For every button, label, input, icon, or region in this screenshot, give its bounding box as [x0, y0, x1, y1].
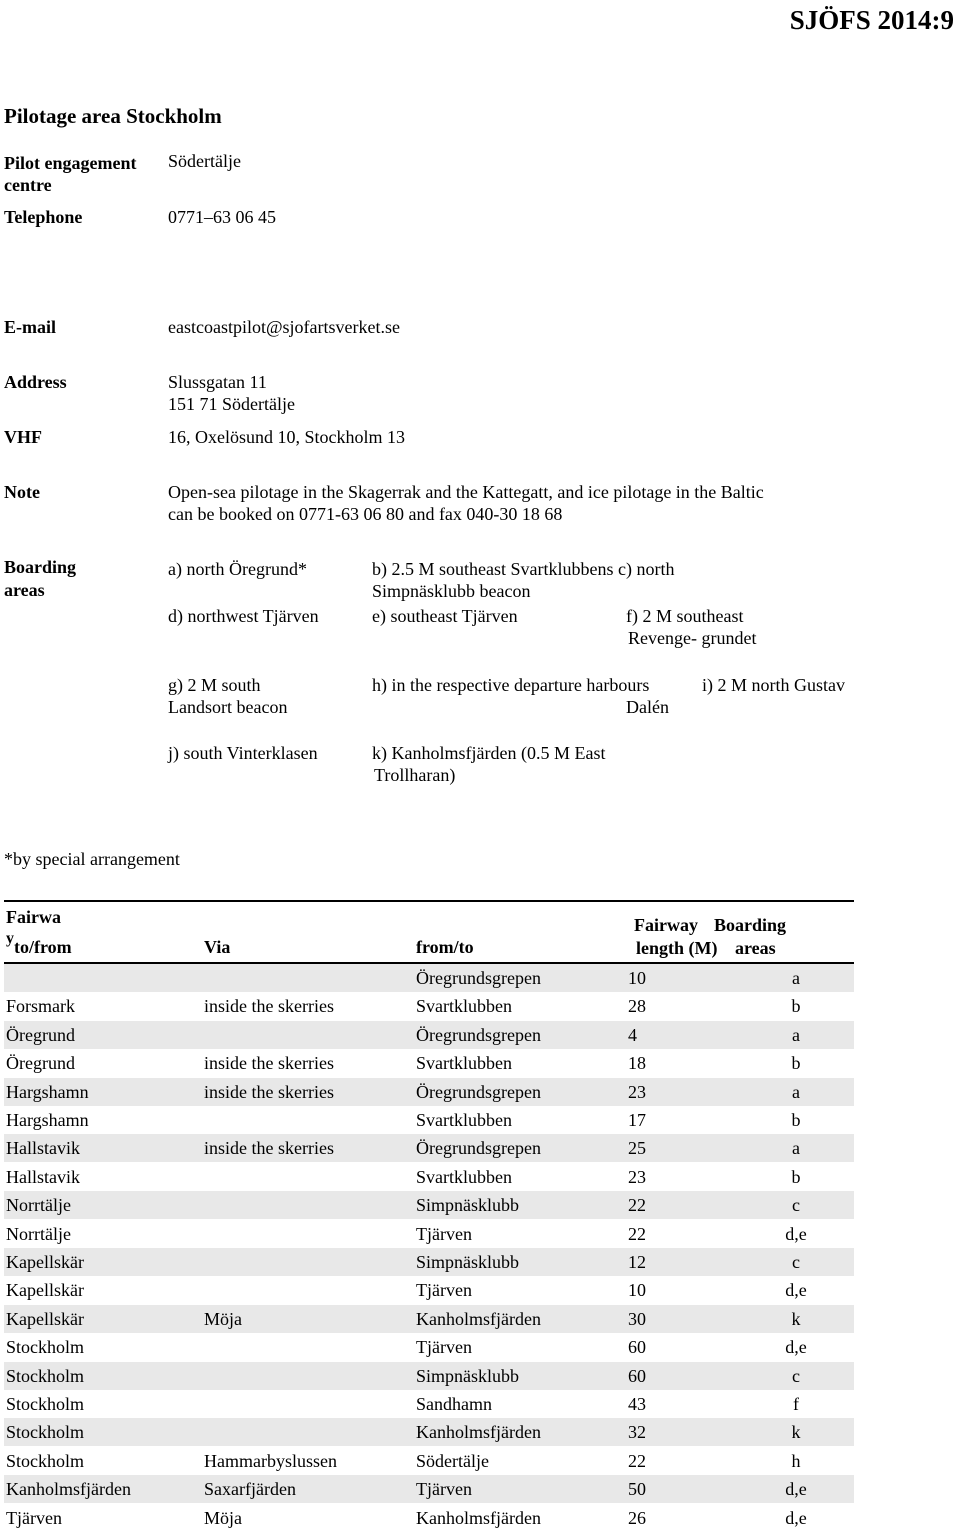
- vhf-label: VHF: [4, 427, 42, 447]
- cell-from: Stockholm: [6, 1450, 85, 1471]
- boarding-area-k-line1: k) Kanholmsfjärden (0.5 M East: [372, 743, 606, 763]
- cell-length: 17: [628, 1110, 646, 1130]
- cell-from: Öregrund: [6, 1024, 75, 1045]
- cell-via: inside the skerries: [204, 1138, 334, 1159]
- cell-from: Forsmark: [6, 996, 75, 1017]
- th-from-line2: y: [6, 930, 14, 947]
- table-row: [4, 1078, 854, 1106]
- cell-to: Tjärven: [416, 1479, 472, 1500]
- boarding-area-h: h) in the respective departure harbours: [372, 675, 650, 695]
- cell-length: 50: [628, 1479, 646, 1500]
- cell-to: Svartklubben: [416, 1166, 512, 1187]
- cell-area: d,e: [785, 1479, 807, 1500]
- cell-length: 22: [628, 1195, 646, 1216]
- cell-to: Tjärven: [416, 1223, 472, 1244]
- cell-to: Öregrundsgrepen: [416, 1024, 541, 1045]
- table-row: [4, 964, 854, 992]
- page-title: Pilotage area Stockholm: [4, 104, 222, 128]
- table-row: [4, 1134, 854, 1162]
- cell-to: Tjärven: [416, 1337, 472, 1358]
- telephone-value: 0771–63 06 45: [168, 207, 276, 227]
- cell-to: Öregrundsgrepen: [416, 968, 541, 988]
- table-top-rule: [4, 900, 854, 902]
- cell-area: a: [792, 968, 800, 988]
- table-row: [4, 1163, 854, 1191]
- pilot-centre-value: Södertälje: [168, 151, 241, 171]
- cell-length: 23: [628, 1081, 646, 1102]
- cell-length: 18: [628, 1053, 646, 1074]
- address-line2: 151 71 Södertälje: [168, 394, 295, 414]
- cell-to: Kanholmsfjärden: [416, 1308, 541, 1329]
- cell-from: Hargshamn: [6, 1081, 89, 1102]
- note-line1: Open-sea pilotage in the Skagerrak and the Kattegatt, and ice pilotage in the Baltic: [168, 482, 764, 502]
- cell-length: 60: [628, 1365, 646, 1386]
- boarding-area-g-line2: Landsort beacon: [168, 697, 288, 717]
- cell-area: k: [791, 1308, 801, 1329]
- cell-via: Hammarbyslussen: [204, 1450, 337, 1471]
- cell-length: 28: [628, 996, 646, 1017]
- cell-area: f: [793, 1394, 799, 1414]
- cell-to: Svartklubben: [416, 1110, 512, 1130]
- boarding-area-j: j) south Vinterklasen: [168, 743, 318, 763]
- cell-area: a: [792, 1081, 800, 1102]
- cell-via: Möja: [204, 1308, 242, 1329]
- boarding-area-g-line1: g) 2 M south: [168, 675, 261, 695]
- table-row: [4, 1191, 854, 1219]
- cell-area: b: [791, 1166, 801, 1187]
- cell-from: Hallstavik: [6, 1138, 80, 1159]
- cell-to: Svartklubben: [416, 996, 512, 1017]
- telephone-label: Telephone: [4, 207, 83, 227]
- cell-length: 60: [628, 1337, 646, 1358]
- boarding-label-line1: Boarding: [4, 557, 77, 577]
- boarding-area-e: e) southeast Tjärven: [372, 606, 518, 626]
- cell-via: inside the skerries: [204, 1053, 334, 1074]
- cell-area: c: [792, 1252, 800, 1272]
- table-row: [4, 1220, 854, 1248]
- table-row: [4, 1475, 854, 1503]
- cell-from: Hargshamn: [6, 1110, 89, 1130]
- cell-length: 22: [628, 1223, 646, 1244]
- cell-area: d,e: [785, 1223, 807, 1244]
- cell-from: Kanholmsfjärden: [6, 1479, 131, 1500]
- cell-to: Sandhamn: [416, 1394, 492, 1414]
- cell-area: h: [791, 1450, 801, 1471]
- table-row: [4, 1106, 854, 1134]
- cell-from: Stockholm: [6, 1394, 85, 1414]
- boarding-label-line2: areas: [4, 580, 45, 600]
- boarding-area-f-line1: f) 2 M southeast: [626, 606, 744, 626]
- email-label: E-mail: [4, 317, 56, 337]
- cell-via: inside the skerries: [204, 996, 334, 1017]
- boarding-area-d: d) northwest Tjärven: [168, 606, 319, 626]
- cell-from: Tjärven: [6, 1507, 62, 1528]
- cell-to: Tjärven: [416, 1280, 472, 1301]
- cell-from: Norrtälje: [6, 1223, 71, 1244]
- cell-length: 23: [628, 1166, 646, 1187]
- cell-from: Kapellskär: [6, 1280, 84, 1301]
- pilot-centre-label: [4, 152, 164, 196]
- cell-area: d,e: [785, 1280, 807, 1301]
- cell-area: k: [791, 1422, 801, 1443]
- boarding-area-i-line1: i) 2 M north Gustav: [702, 675, 845, 695]
- boarding-area-b-line1: b) 2.5 M southeast Svartklubbens c) north: [372, 559, 675, 579]
- th-area-bottom: areas: [735, 938, 776, 958]
- cell-length: 32: [628, 1422, 646, 1443]
- th-from-line1: Fairwa: [6, 907, 61, 927]
- address-line1: Slussgatan 11: [168, 372, 267, 392]
- cell-length: 25: [628, 1138, 646, 1159]
- cell-area: b: [791, 996, 801, 1017]
- cell-area: a: [792, 1138, 800, 1159]
- address-label: Address: [4, 372, 67, 392]
- cell-to: Södertälje: [416, 1450, 489, 1471]
- cell-via: Möja: [204, 1507, 242, 1528]
- cell-from: Norrtälje: [6, 1195, 71, 1216]
- cell-from: Stockholm: [6, 1337, 85, 1358]
- th-area-top: Boarding: [714, 915, 787, 935]
- th-from-line3: to/from: [14, 937, 72, 957]
- cell-to: Simpnäsklubb: [416, 1195, 520, 1216]
- note-label: Note: [4, 482, 40, 502]
- table-row: [4, 1276, 854, 1304]
- table-row: [4, 1447, 854, 1475]
- cell-from: Stockholm: [6, 1365, 85, 1386]
- cell-area: b: [791, 1110, 801, 1130]
- table-row: [4, 1390, 854, 1418]
- cell-length: 10: [628, 1280, 646, 1301]
- footnote: *by special arrangement: [4, 849, 180, 869]
- cell-to: Öregrundsgrepen: [416, 1138, 541, 1159]
- cell-to: Kanholmsfjärden: [416, 1422, 541, 1443]
- cell-length: 4: [628, 1024, 637, 1045]
- cell-length: 26: [628, 1507, 646, 1528]
- th-length-top: Fairway: [634, 915, 698, 935]
- table-row: [4, 1049, 854, 1077]
- table-row: [4, 1418, 854, 1446]
- table-row: [4, 992, 854, 1020]
- cell-length: 10: [628, 968, 646, 988]
- th-length-bottom: length (M): [636, 938, 718, 958]
- cell-area: c: [792, 1365, 800, 1386]
- cell-area: d,e: [785, 1507, 807, 1528]
- table-row: [4, 1248, 854, 1276]
- cell-length: 30: [628, 1308, 646, 1329]
- document-id: SJÖFS 2014:9: [789, 5, 954, 35]
- table-row: [4, 1504, 854, 1532]
- pilot-centre-label-text: Pilot engagement centre: [4, 153, 137, 195]
- cell-area: a: [792, 1024, 800, 1045]
- cell-length: 43: [628, 1394, 646, 1414]
- cell-to: Simpnäsklubb: [416, 1252, 520, 1272]
- table-row: [4, 1333, 854, 1361]
- boarding-area-f-line2: Revenge- grundet: [628, 628, 757, 648]
- cell-to: Öregrundsgrepen: [416, 1081, 541, 1102]
- table-row: [4, 1362, 854, 1390]
- boarding-area-i-line2: Dalén: [626, 697, 669, 717]
- boarding-area-a: a) north Öregrund*: [168, 559, 307, 579]
- cell-from: Kapellskär: [6, 1252, 84, 1272]
- cell-via: Saxarfjärden: [204, 1479, 296, 1500]
- cell-area: b: [791, 1053, 801, 1074]
- email-value[interactable]: eastcoastpilot@sjofartsverket.se: [168, 317, 401, 337]
- table-row: [4, 1021, 854, 1049]
- boarding-area-k-line2: Trollharan): [374, 765, 456, 785]
- cell-via: inside the skerries: [204, 1081, 334, 1102]
- cell-to: Svartklubben: [416, 1053, 512, 1074]
- cell-from: Öregrund: [6, 1053, 75, 1074]
- cell-to: Simpnäsklubb: [416, 1365, 520, 1386]
- cell-area: d,e: [785, 1337, 807, 1358]
- boarding-area-b-line2: Simpnäsklubb beacon: [372, 581, 531, 601]
- cell-length: 22: [628, 1450, 646, 1471]
- cell-length: 12: [628, 1252, 646, 1272]
- th-via: Via: [204, 937, 231, 957]
- cell-from: Hallstavik: [6, 1166, 80, 1187]
- table-row: [4, 1305, 854, 1333]
- vhf-value: 16, Oxelösund 10, Stockholm 13: [168, 427, 405, 447]
- cell-to: Kanholmsfjärden: [416, 1507, 541, 1528]
- note-line2: can be booked on 0771-63 06 80 and fax 040-30 18 68: [168, 504, 563, 524]
- th-to: from/to: [416, 937, 474, 957]
- cell-from: Stockholm: [6, 1422, 85, 1443]
- cell-area: c: [792, 1195, 800, 1216]
- cell-from: Kapellskär: [6, 1308, 84, 1329]
